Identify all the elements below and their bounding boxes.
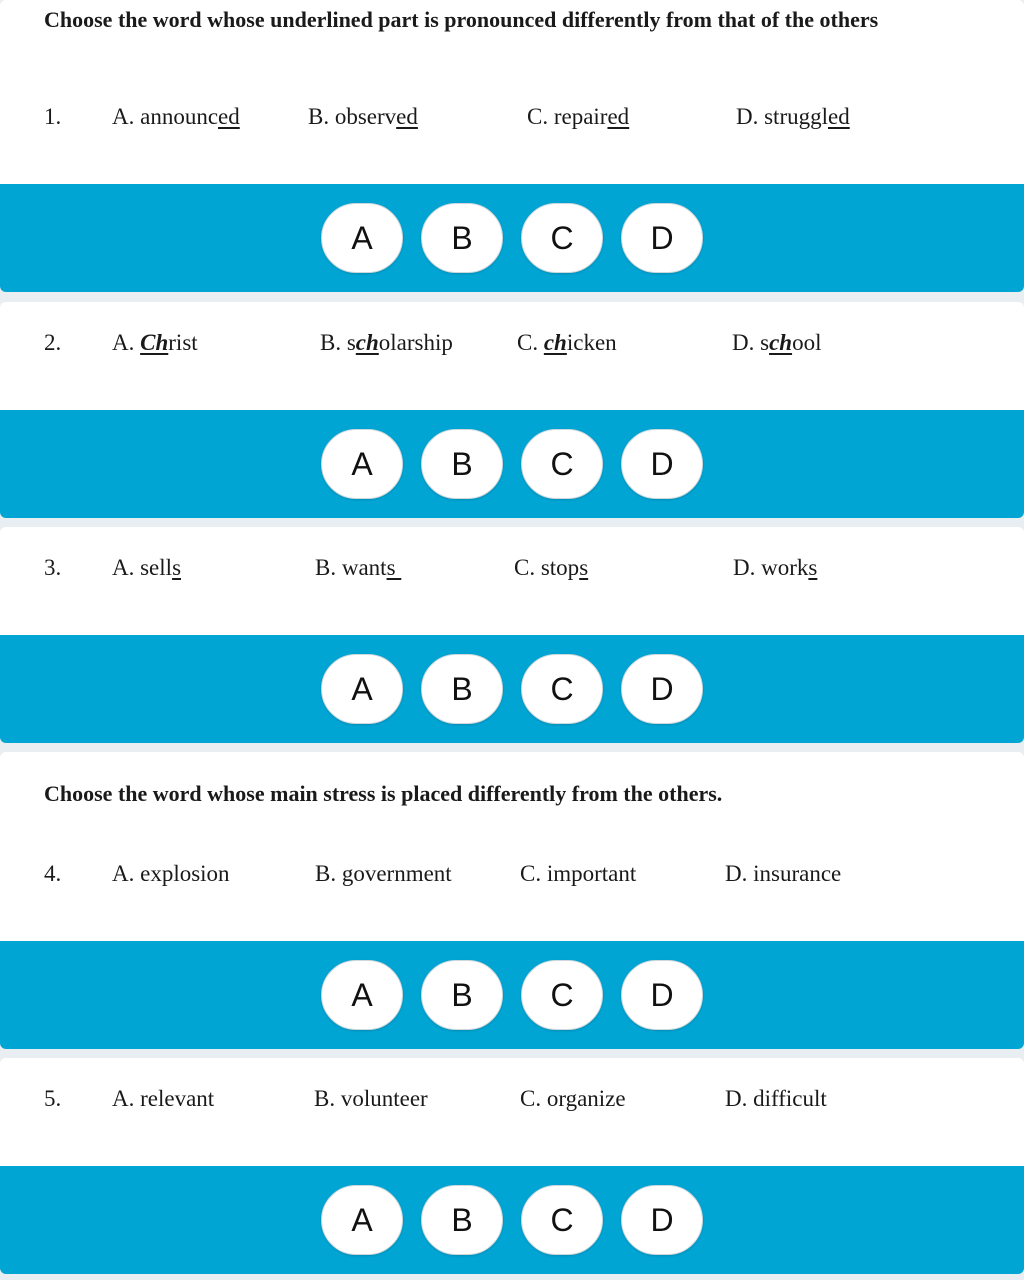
question-card-1 xyxy=(0,0,1024,292)
answer-bar-4 xyxy=(0,941,1024,1049)
answer-bar-3 xyxy=(0,635,1024,743)
question-number: 1. xyxy=(44,104,62,129)
question-card-3 xyxy=(0,527,1024,743)
option-d: D. works xyxy=(733,555,818,580)
question-2-panel xyxy=(0,302,1024,410)
question-4-row xyxy=(0,861,1024,891)
question-5-panel xyxy=(0,1058,1024,1166)
question-2-row xyxy=(0,330,1024,360)
question-number: 5. xyxy=(44,1086,62,1111)
option-d: D. difficult xyxy=(725,1086,827,1111)
answer-b-button[interactable]: B xyxy=(421,654,503,724)
option-a: A. sells xyxy=(112,555,182,580)
question-number: 3. xyxy=(44,555,62,580)
question-3-panel xyxy=(0,527,1024,635)
question-card-5 xyxy=(0,1058,1024,1274)
option-c: C. important xyxy=(520,861,637,886)
answer-a-button[interactable]: A xyxy=(321,654,403,724)
option-d: D. school xyxy=(732,330,822,355)
answer-b-button[interactable]: B xyxy=(421,429,503,499)
instruction-pronunciation: Choose the word whose underlined part is pronounced differently from that of the others xyxy=(44,7,879,32)
answer-c-button[interactable]: C xyxy=(521,429,603,499)
answer-d-button[interactable]: D xyxy=(621,1185,703,1255)
answer-a-button[interactable]: A xyxy=(321,960,403,1030)
instruction-stress: Choose the word whose main stress is placed differently from the others. xyxy=(44,781,723,806)
question-5-row xyxy=(0,1086,1024,1116)
option-b: B. observed xyxy=(308,104,418,129)
answer-a-button[interactable]: A xyxy=(321,203,403,273)
answer-d-button[interactable]: D xyxy=(621,960,703,1030)
option-c: C. organize xyxy=(520,1086,626,1111)
answer-c-button[interactable]: C xyxy=(521,960,603,1030)
option-b: B. scholarship xyxy=(320,330,453,355)
option-a: A. relevant xyxy=(112,1086,215,1111)
answer-bar-2 xyxy=(0,410,1024,518)
option-a: A. Christ xyxy=(112,330,198,355)
answer-a-button[interactable]: A xyxy=(321,1185,403,1255)
option-d: D. struggled xyxy=(736,104,850,129)
option-b: B. volunteer xyxy=(314,1086,428,1111)
answer-d-button[interactable]: D xyxy=(621,654,703,724)
option-d: D. insurance xyxy=(725,861,842,886)
question-1-row xyxy=(0,104,1024,134)
question-3-row xyxy=(0,555,1024,585)
question-4-panel xyxy=(0,752,1024,941)
question-number: 2. xyxy=(44,330,62,355)
answer-bar-5 xyxy=(0,1166,1024,1274)
answer-b-button[interactable]: B xyxy=(421,203,503,273)
question-card-4 xyxy=(0,752,1024,1049)
answer-b-button[interactable]: B xyxy=(421,1185,503,1255)
answer-d-button[interactable]: D xyxy=(621,429,703,499)
option-b: B. government xyxy=(315,861,452,886)
option-c: C. stops xyxy=(514,555,589,580)
option-c: C. repaired xyxy=(527,104,630,129)
question-number: 4. xyxy=(44,861,62,886)
option-c: C. chicken xyxy=(517,330,617,355)
answer-a-button[interactable]: A xyxy=(321,429,403,499)
answer-c-button[interactable]: C xyxy=(521,1185,603,1255)
option-a: A. announced xyxy=(112,104,240,129)
option-b: B. wants xyxy=(315,555,402,580)
option-a: A. explosion xyxy=(112,861,230,886)
question-1-panel xyxy=(0,0,1024,184)
question-card-2 xyxy=(0,302,1024,518)
answer-b-button[interactable]: B xyxy=(421,960,503,1030)
answer-bar-1 xyxy=(0,184,1024,292)
answer-d-button[interactable]: D xyxy=(621,203,703,273)
answer-c-button[interactable]: C xyxy=(521,654,603,724)
answer-c-button[interactable]: C xyxy=(521,203,603,273)
